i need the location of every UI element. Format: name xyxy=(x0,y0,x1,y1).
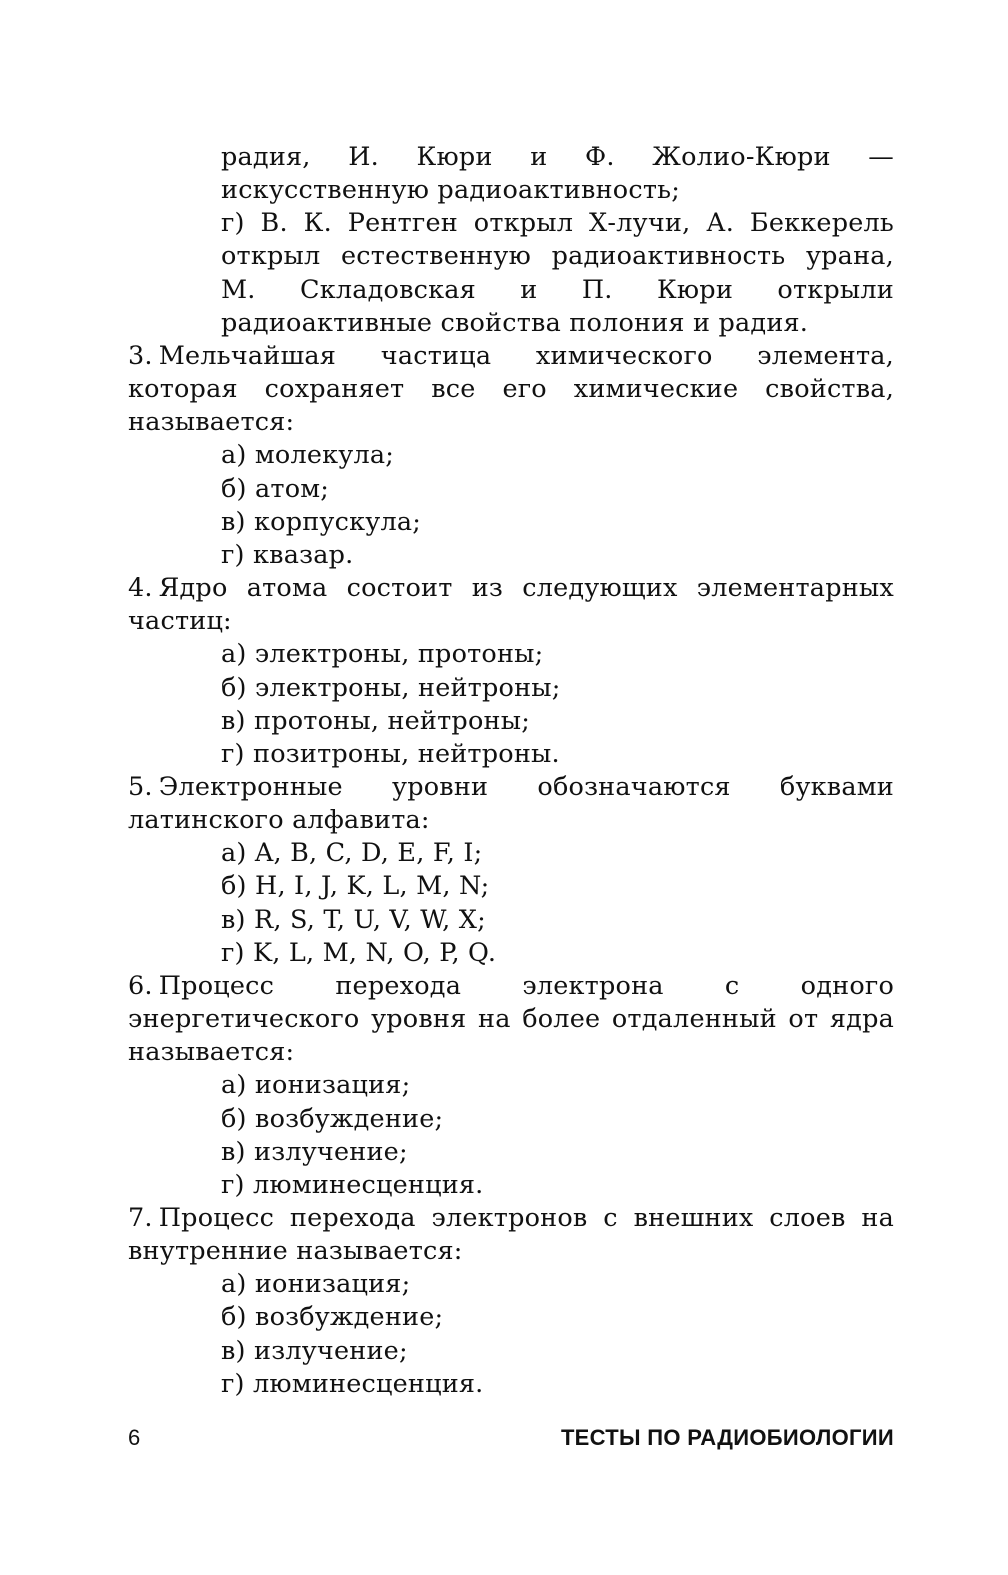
answer-option: г) люминесценция. xyxy=(221,1169,484,1200)
answer-option: г) люминесценция. xyxy=(221,1368,484,1399)
answer-option: а) ионизация; xyxy=(221,1269,411,1300)
answer-list xyxy=(128,638,894,771)
answer-list xyxy=(128,1268,894,1401)
answer-option: б) возбуждение; xyxy=(221,1103,444,1134)
answer-list xyxy=(128,439,894,572)
question-number: 3. xyxy=(128,340,153,371)
answer-option: г) квазар. xyxy=(221,539,354,570)
answer-option: а) молекула; xyxy=(221,440,395,471)
page-body xyxy=(128,141,894,1401)
answer-option: а) ионизация; xyxy=(221,1070,411,1101)
question-7 xyxy=(128,1202,894,1401)
answer-option: г) K, L, M, N, O, P, Q. xyxy=(221,937,497,968)
continued-answer-text: радия, И. Кюри и Ф. Жолио-Кюри — искусственную радиоактивность; xyxy=(221,142,894,206)
answer-option: в) корпускула; xyxy=(221,506,422,537)
question-number: 4. xyxy=(128,573,153,604)
answer-option: а) A, B, C, D, E, F, I; xyxy=(221,838,483,869)
answer-list xyxy=(128,1069,894,1202)
question-body: Процесс перехода электрона с одного энергетического уровня на более отдаленный от ядра называется: xyxy=(128,970,894,1068)
question-body: Мельчайшая частица химического элемента, которая сохраняет все его химические свойства, называется: xyxy=(128,340,894,438)
page-footer xyxy=(128,1425,894,1451)
answer-option: в) протоны, нейтроны; xyxy=(221,705,530,736)
question-6 xyxy=(128,970,894,1202)
question-text xyxy=(128,970,894,1069)
question-text xyxy=(128,771,894,837)
answer-option: а) электроны, протоны; xyxy=(221,639,544,670)
question-text xyxy=(128,572,894,638)
answer-option: б) H, I, J, K, L, M, N; xyxy=(221,871,490,902)
question-3 xyxy=(128,340,894,572)
question-body: Электронные уровни обозначаются буквами латинского алфавита: xyxy=(128,771,894,836)
answer-option: в) R, S, T, U, V, W, X; xyxy=(221,904,486,935)
question-5 xyxy=(128,771,894,970)
running-title: ТЕСТЫ ПО РАДИОБИОЛОГИИ xyxy=(560,1425,894,1450)
question-body: Ядро атома состоит из следующих элементарных частиц: xyxy=(128,573,894,637)
answer-option: в) излучение; xyxy=(221,1335,408,1366)
page-number: 6 xyxy=(128,1425,141,1450)
answer-option: б) атом; xyxy=(221,473,330,504)
answer-list xyxy=(128,837,894,970)
answer-option: г) позитроны, нейтроны. xyxy=(221,738,560,769)
question-number: 7. xyxy=(128,1203,153,1233)
continued-answer-option: г) В. К. Рентген открыл Х-лучи, А. Беккерель открыл естественную радиоактивность урана, М. Складовская и П. Кюри открыли радиоактивные свойства полония и радия. xyxy=(221,208,894,338)
question-4 xyxy=(128,572,894,771)
answer-option: б) электроны, нейтроны; xyxy=(221,672,561,703)
question-body: Процесс перехода электронов с внешних слоев на внутренние называется: xyxy=(128,1203,894,1267)
answer-option: б) возбуждение; xyxy=(221,1302,444,1333)
question-number: 5. xyxy=(128,771,153,802)
answer-option: в) излучение; xyxy=(221,1136,408,1167)
question-text xyxy=(128,1202,894,1268)
question-number: 6. xyxy=(128,970,153,1001)
question-text xyxy=(128,340,894,439)
